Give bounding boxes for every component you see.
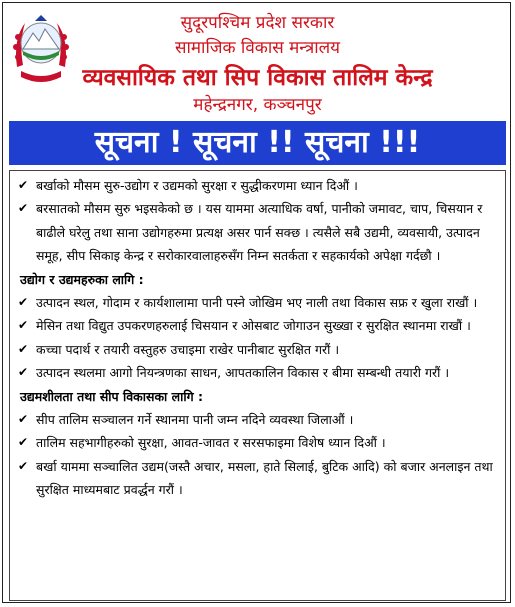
notice-content (10, 171, 505, 502)
list-item-text: तालिम सहभागीहरुको सुरक्षा, आवत-जावत र सरसफाइमा विशेष ध्यान दिऔं । (36, 435, 386, 451)
list-item-text: मेसिन तथा विद्युत उपकरणहरुलाई चिसयान र ओसबाट जोगाउन सुख्खा र सुरक्षित स्थानमा राखौं । (36, 318, 471, 334)
list-item (18, 314, 499, 337)
list-item (18, 431, 499, 454)
list-item-text: बरसातको मौसम सुरु भइसकेको छ । यस याममा अत्याधिक वर्षा, पानीको जमावट, चाप, चिसयान र बाढीले घरेलु तथा साना उद्योगहरुमा प्रत्यक्ष असर पार्न सक्छ । त्यसैले सबै उद्यमी, व्यवसायी, उत्पादन समूह, सीप सिकाइ केन्द्र र सरोकारवालाहरुसँग निम्न सतर्कता र सहकार्यको अपेक्षा गर्दछौ । (36, 201, 483, 264)
check-icon: ✔ (18, 341, 29, 356)
check-icon: ✔ (18, 201, 29, 216)
list-item-text: उत्पादन स्थलमा आगो नियन्त्रणका साधन, आपतकालिन विकास र बीमा सम्बन्धी तयारी गरौं । (36, 365, 450, 381)
check-icon: ✔ (18, 458, 29, 473)
list-item (18, 174, 499, 197)
list-item (18, 361, 499, 384)
list-item (18, 455, 499, 502)
list-item-text: सीप तालिम सञ्चालन गर्ने स्थानमा पानी जम्न नदिने व्यवस्था जिलाऔं । (36, 412, 354, 428)
office-address: महेन्द्रनगर, कञ्चनपुर (193, 95, 322, 115)
notice-page (2, 2, 511, 603)
check-icon: ✔ (18, 318, 29, 333)
section-title-entrepreneurship: उद्यमशीलता तथा सीप विकासका लागि : (20, 388, 203, 404)
list-item-text: बर्खाको मौसम सुरु-उद्योग र उद्यमको सुरक्षा र सुद्धीकरणमा ध्यान दिऔं । (36, 178, 358, 193)
check-icon: ✔ (18, 365, 29, 380)
notice-body (9, 170, 506, 601)
list-item-text: कच्चा पदार्थ र तयारी वस्तुहरु उचाइमा राखेर पानीबाट सुरक्षित गरौं । (36, 341, 340, 357)
government-name: सुदूरपश्चिम प्रदेश सरकार (180, 13, 335, 33)
letterhead (3, 3, 512, 121)
notice-banner: सूचना ! सूचना !! सूचना !!! (9, 121, 506, 165)
list-item (18, 408, 499, 431)
list-item (18, 197, 499, 267)
check-icon: ✔ (18, 412, 29, 427)
list-item (18, 338, 499, 361)
check-icon: ✔ (18, 178, 29, 192)
office-name: व्यवसायिक तथा सिप विकास तालिम केन्द्र (82, 65, 433, 91)
list-item-text: बर्खा याममा सञ्चालित उद्यम(जस्तै अचार, मसला, हाते सिलाई, बुटिक आदि) को बजार अनलाइन तथा सुरक्षित माध्यमबाट प्रवर्द्धन गरौं । (36, 458, 493, 498)
list-item (18, 291, 499, 314)
ministry-name: सामाजिक विकास मन्त्रालय (174, 38, 340, 58)
section-title-industry: उद्योग र उद्यमहरुका लागि : (20, 271, 144, 287)
check-icon: ✔ (18, 295, 29, 310)
check-icon: ✔ (18, 435, 29, 450)
list-item-text: उत्पादन स्थल, गोदाम र कार्यशालामा पानी पस्ने जोखिम भए नाली तथा विकास सफ्र र खुला राखौं । (36, 295, 478, 311)
